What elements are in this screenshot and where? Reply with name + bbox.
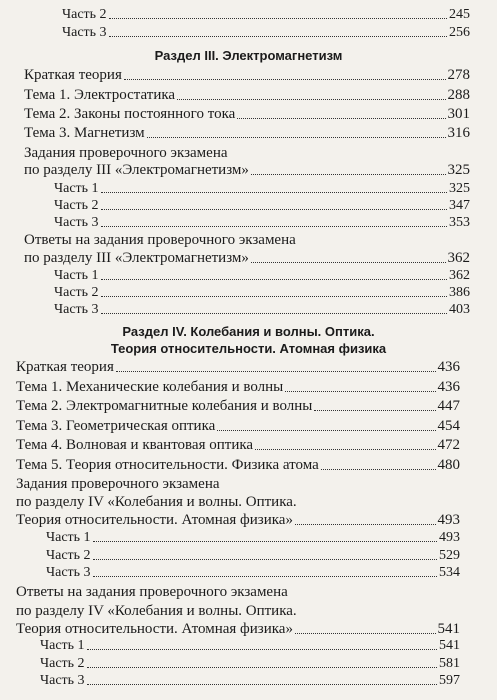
toc-entry [54, 199, 470, 213]
entry-label: Краткая теория [16, 359, 114, 375]
toc-entry [24, 251, 470, 266]
entry-label: Часть 2 [62, 7, 107, 22]
entry-label: Часть 2 [54, 285, 99, 300]
entry-page: 353 [449, 215, 470, 230]
leader-dots [251, 173, 446, 175]
entry-page: 403 [449, 302, 470, 317]
entry-line: Задания проверочного экзамена [16, 476, 220, 492]
leader-dots [251, 261, 446, 263]
leader-dots [295, 632, 436, 634]
entry-label: Часть 2 [46, 548, 91, 563]
entry-label: Теория относительности. Атомная физика» [16, 621, 293, 637]
toc-entry [16, 513, 460, 528]
toc-entry [46, 566, 460, 580]
entry-page: 436 [437, 379, 460, 395]
entry-page: 597 [439, 673, 460, 688]
entry-label: Тема 1. Механические колебания и волны [16, 379, 284, 395]
entry-label: Тема 1. Электростатика [24, 87, 176, 103]
entry-line: по разделу IV «Колебания и волны. Оптика. [16, 494, 297, 510]
leader-dots [295, 523, 436, 525]
entry-page: 278 [447, 67, 470, 83]
toc-entry [40, 639, 460, 653]
entry-page: 480 [437, 457, 460, 473]
entry-page: 472 [437, 437, 460, 453]
entry-page: 325 [447, 162, 470, 178]
leader-dots [87, 666, 437, 668]
entry-page: 454 [437, 418, 460, 434]
section-heading: Раздел III. Электромагнетизм [154, 48, 343, 63]
leader-dots [101, 208, 447, 210]
leader-dots [101, 191, 447, 193]
toc-entry [62, 26, 470, 40]
toc-entry [16, 380, 460, 395]
entry-label: Часть 2 [40, 656, 85, 671]
entry-page: 362 [449, 268, 470, 283]
leader-dots [255, 448, 435, 450]
toc-entry [16, 622, 460, 637]
entry-page: 288 [447, 87, 470, 103]
entry-page: 493 [437, 512, 460, 528]
entry-label: Тема 3. Геометрическая оптика [16, 418, 216, 434]
toc-entry [54, 303, 470, 317]
entry-label: Часть 3 [62, 25, 107, 40]
toc-entry [16, 419, 460, 434]
entry-label: Часть 3 [54, 302, 99, 317]
toc-entry [54, 216, 470, 230]
entry-label: Тема 5. Теория относительности. Физика атома [16, 457, 319, 473]
entry-page: 347 [449, 198, 470, 213]
entry-label: Часть 1 [40, 638, 85, 653]
entry-label: Часть 3 [40, 673, 85, 688]
leader-dots [93, 558, 437, 560]
entry-label: Часть 3 [54, 215, 99, 230]
entry-label: Часть 3 [46, 565, 91, 580]
toc-entry [24, 126, 470, 141]
toc-entry [54, 286, 470, 300]
toc-entry [40, 657, 460, 671]
leader-dots [87, 683, 437, 685]
toc-entry [54, 182, 470, 196]
toc-entry [16, 458, 460, 473]
toc-entry [54, 269, 470, 283]
leader-dots [124, 78, 446, 80]
toc-entry [62, 8, 470, 22]
toc-entry [24, 163, 470, 178]
leader-dots [109, 35, 447, 37]
entry-label: Часть 1 [54, 268, 99, 283]
entry-label: Часть 2 [54, 198, 99, 213]
entry-page: 316 [447, 125, 470, 141]
entry-label: Тема 3. Магнетизм [24, 125, 145, 141]
leader-dots [101, 295, 447, 297]
leader-dots [285, 390, 435, 392]
entry-page: 534 [439, 565, 460, 580]
toc-entry [40, 674, 460, 688]
entry-page: 436 [437, 359, 460, 375]
entry-page: 386 [449, 285, 470, 300]
toc-entry [16, 399, 460, 414]
entry-line: Ответы на задания проверочного экзамена [16, 584, 288, 600]
leader-dots [101, 312, 447, 314]
leader-dots [147, 136, 446, 138]
toc-entry [16, 438, 460, 453]
leader-dots [93, 575, 437, 577]
entry-label: Тема 2. Законы постоянного тока [24, 106, 236, 122]
entry-page: 581 [439, 656, 460, 671]
leader-dots [321, 468, 436, 470]
toc-entry [16, 360, 460, 375]
entry-page: 301 [447, 106, 470, 122]
entry-label: Теория относительности. Атомная физика» [16, 512, 293, 528]
entry-label: Краткая теория [24, 67, 122, 83]
entry-line: по разделу IV «Колебания и волны. Оптика. [16, 603, 297, 619]
entry-page: 325 [449, 181, 470, 196]
leader-dots [217, 429, 435, 431]
section-heading: Теория относительности. Атомная физика [110, 341, 387, 356]
leader-dots [101, 278, 447, 280]
leader-dots [101, 225, 447, 227]
section-heading: Раздел IV. Колебания и волны. Оптика. [122, 324, 375, 339]
leader-dots [177, 98, 445, 100]
entry-page: 493 [439, 530, 460, 545]
leader-dots [93, 540, 437, 542]
entry-page: 447 [437, 398, 460, 414]
toc-entry [24, 68, 470, 83]
entry-line: Ответы на задания проверочного экзамена [24, 232, 296, 248]
entry-label: Тема 4. Волновая и квантовая оптика [16, 437, 254, 453]
entry-page: 541 [439, 638, 460, 653]
leader-dots [109, 17, 447, 19]
entry-page: 256 [449, 25, 470, 40]
leader-dots [314, 409, 435, 411]
leader-dots [87, 648, 437, 650]
leader-dots [237, 117, 445, 119]
entry-label: Часть 1 [46, 530, 91, 545]
entry-page: 245 [449, 7, 470, 22]
entry-page: 362 [447, 250, 470, 266]
entry-label: Часть 1 [54, 181, 99, 196]
entry-label: по разделу III «Электромагнетизм» [24, 250, 249, 266]
entry-line: Задания проверочного экзамена [24, 145, 228, 161]
entry-page: 529 [439, 548, 460, 563]
toc-entry [24, 88, 470, 103]
leader-dots [116, 370, 436, 372]
toc-entry [46, 531, 460, 545]
entry-page: 541 [437, 621, 460, 637]
entry-label: Тема 2. Электромагнитные колебания и волны [16, 398, 313, 414]
toc-entry [24, 107, 470, 122]
toc-entry [46, 549, 460, 563]
entry-label: по разделу III «Электромагнетизм» [24, 162, 249, 178]
